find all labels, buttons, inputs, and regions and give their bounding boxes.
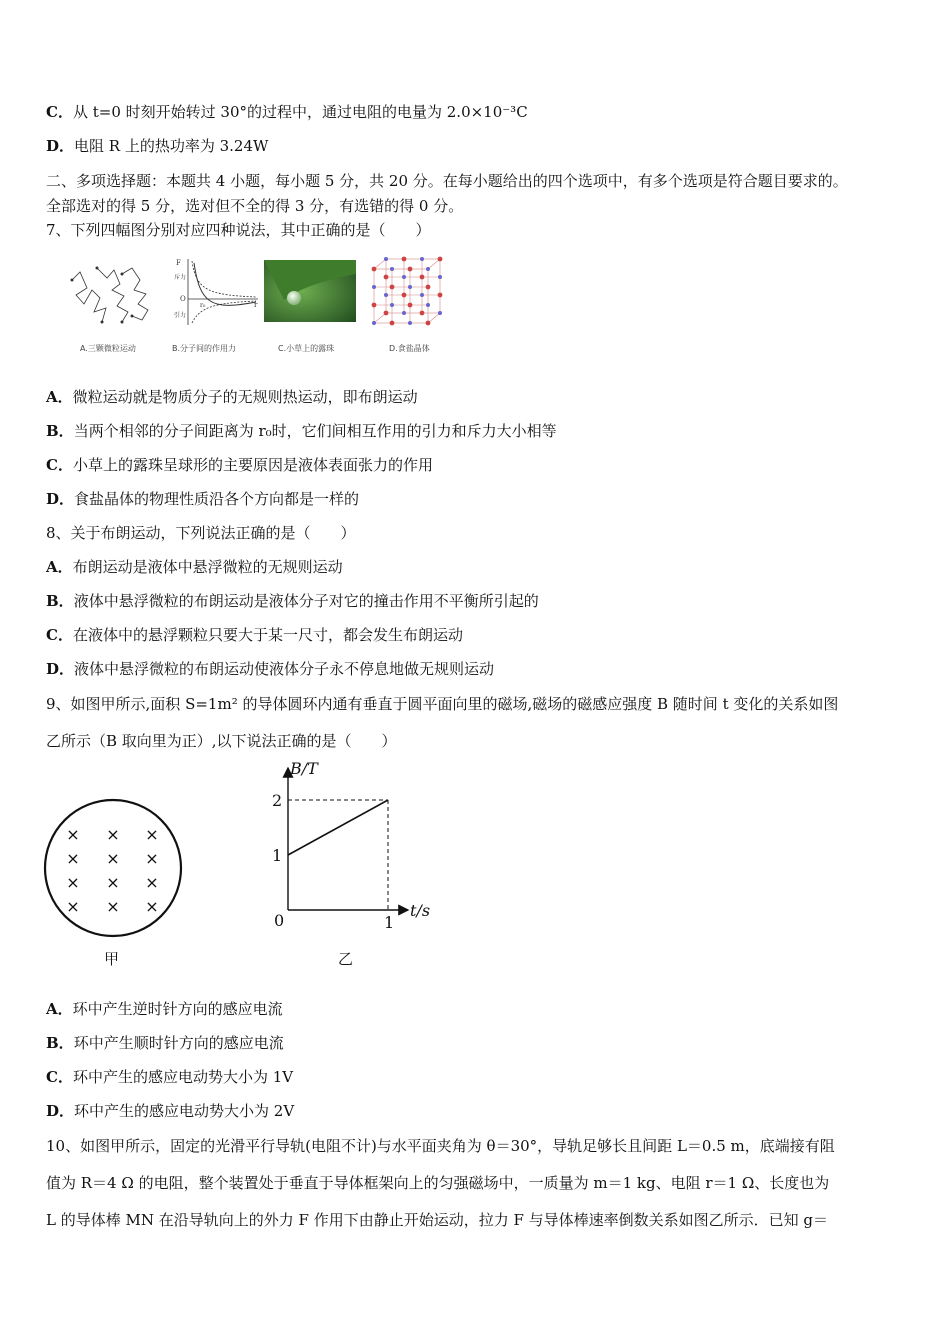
q8-option-a: A．布朗运动是液体中悬浮微粒的无规则运动 xyxy=(46,558,343,576)
q7-option-b: B．当两个相邻的分子间距离为 r₀时，它们间相互作用的引力和斥力大小相等 xyxy=(46,422,557,440)
field-into-page-cross: × xyxy=(145,849,159,868)
molecular-force-graph xyxy=(170,255,260,330)
caption-c: C.小草上的露珠 xyxy=(278,344,335,353)
field-into-page-cross: × xyxy=(145,825,159,844)
field-into-page-cross: × xyxy=(145,873,159,892)
q9-option-b: B．环中产生顺时针方向的感应电流 xyxy=(46,1034,284,1052)
dewdrop-photo xyxy=(264,260,356,322)
q7-stem: 7、下列四幅图分别对应四种说法，其中正确的是（ ） xyxy=(46,221,431,239)
q8-option-c: C．在液体中的悬浮颗粒只要大于某一尺寸，都会发生布朗运动 xyxy=(46,626,463,644)
q9-option-c: C．环中产生的感应电动势大小为 1V xyxy=(46,1068,294,1086)
section2-heading-line2: 全部选对的得 5 分，选对但不全的得 3 分，有选错的得 0 分。 xyxy=(46,197,464,215)
q9-option-a: A．环中产生逆时针方向的感应电流 xyxy=(46,1000,283,1018)
origin-label: 0 xyxy=(274,911,285,930)
q6-option-d: D．电阻 R 上的热功率为 3.24W xyxy=(46,137,269,155)
field-into-page-cross: × xyxy=(66,825,80,844)
brownian-motion-image xyxy=(62,260,152,330)
x-axis-label: t/s xyxy=(410,901,431,920)
figure-yi-label: 乙 xyxy=(338,950,354,968)
q9-option-d: D．环中产生的感应电动势大小为 2V xyxy=(46,1102,295,1120)
graph-attraction-label: 引力 xyxy=(174,312,187,319)
graph-origin-label: O xyxy=(180,295,186,303)
q6-option-c: C．从 t=0 时刻开始转过 30°的过程中，通过电阻的电量为 2.0×10⁻³C xyxy=(46,103,528,121)
q8-stem: 8、关于布朗运动，下列说法正确的是（ ） xyxy=(46,524,356,542)
b-t-graph xyxy=(260,760,460,950)
y-axis-label: B/T xyxy=(290,760,318,778)
field-into-page-cross: × xyxy=(106,825,120,844)
q10-line3: L 的导体棒 MN 在沿导轨向上的外力 F 作用下由静止开始运动，拉力 F 与导体棒速率倒数关系如图乙所示．已知 g＝ xyxy=(46,1211,829,1229)
section2-heading-line1: 二、多项选择题：本题共 4 小题，每小题 5 分，共 20 分。在每小题给出的四个选项中，有多个选项是符合题目要求的。 xyxy=(46,172,848,190)
q10-line1: 10、如图甲所示，固定的光滑平行导轨(电阻不计)与水平面夹角为 θ＝30°，导轨足够长且间距 L＝0.5 m，底端接有阻 xyxy=(46,1137,835,1155)
q10-line2: 值为 R＝4 Ω 的电阻，整个装置处于垂直于导体框架向上的匀强磁场中，一质量为 m＝1 kg、电阻 r＝1 Ω、长度也为 xyxy=(46,1174,830,1192)
ring-magnetic-field-figure xyxy=(40,788,200,948)
y-tick-1: 1 xyxy=(272,846,283,865)
graph-r0-label: r₀ xyxy=(200,302,206,309)
caption-b: B.分子间的作用力 xyxy=(172,344,237,353)
q9-stem-line2: 乙所示（B 取向里为正）,以下说法正确的是（ ） xyxy=(46,732,397,750)
salt-crystal-lattice xyxy=(368,255,448,327)
field-into-page-cross: × xyxy=(106,873,120,892)
q7-option-a: A．微粒运动就是物质分子的无规则热运动，即布朗运动 xyxy=(46,388,418,406)
caption-a: A.三颗微粒运动 xyxy=(80,344,136,353)
figure-jia-label: 甲 xyxy=(104,950,120,968)
field-into-page-cross: × xyxy=(145,897,159,916)
graph-r-label: r xyxy=(254,301,258,309)
field-into-page-cross: × xyxy=(66,873,80,892)
q9-stem-line1: 9、如图甲所示,面积 S=1m² 的导体圆环内通有垂直于圆平面向里的磁场,磁场的磁感应强度 B 随时间 t 变化的关系如图 xyxy=(46,695,839,713)
q8-option-d: D．液体中悬浮微粒的布朗运动使液体分子永不停息地做无规则运动 xyxy=(46,660,495,678)
x-tick-1: 1 xyxy=(384,913,395,932)
graph-f-label: F xyxy=(176,259,181,267)
field-into-page-cross: × xyxy=(66,849,80,868)
q8-option-b: B．液体中悬浮微粒的布朗运动是液体分子对它的撞击作用不平衡所引起的 xyxy=(46,592,539,610)
q7-option-d: D．食盐晶体的物理性质沿各个方向都是一样的 xyxy=(46,490,360,508)
q7-option-c: C．小草上的露珠呈球形的主要原因是液体表面张力的作用 xyxy=(46,456,433,474)
b-t-series-line xyxy=(288,800,388,855)
caption-d: D.食盐晶体 xyxy=(389,344,430,353)
field-into-page-cross: × xyxy=(106,897,120,916)
graph-repulsion-label: 斥力 xyxy=(174,274,187,281)
y-tick-2: 2 xyxy=(272,791,283,810)
field-into-page-cross: × xyxy=(106,849,120,868)
field-into-page-cross: × xyxy=(66,897,80,916)
